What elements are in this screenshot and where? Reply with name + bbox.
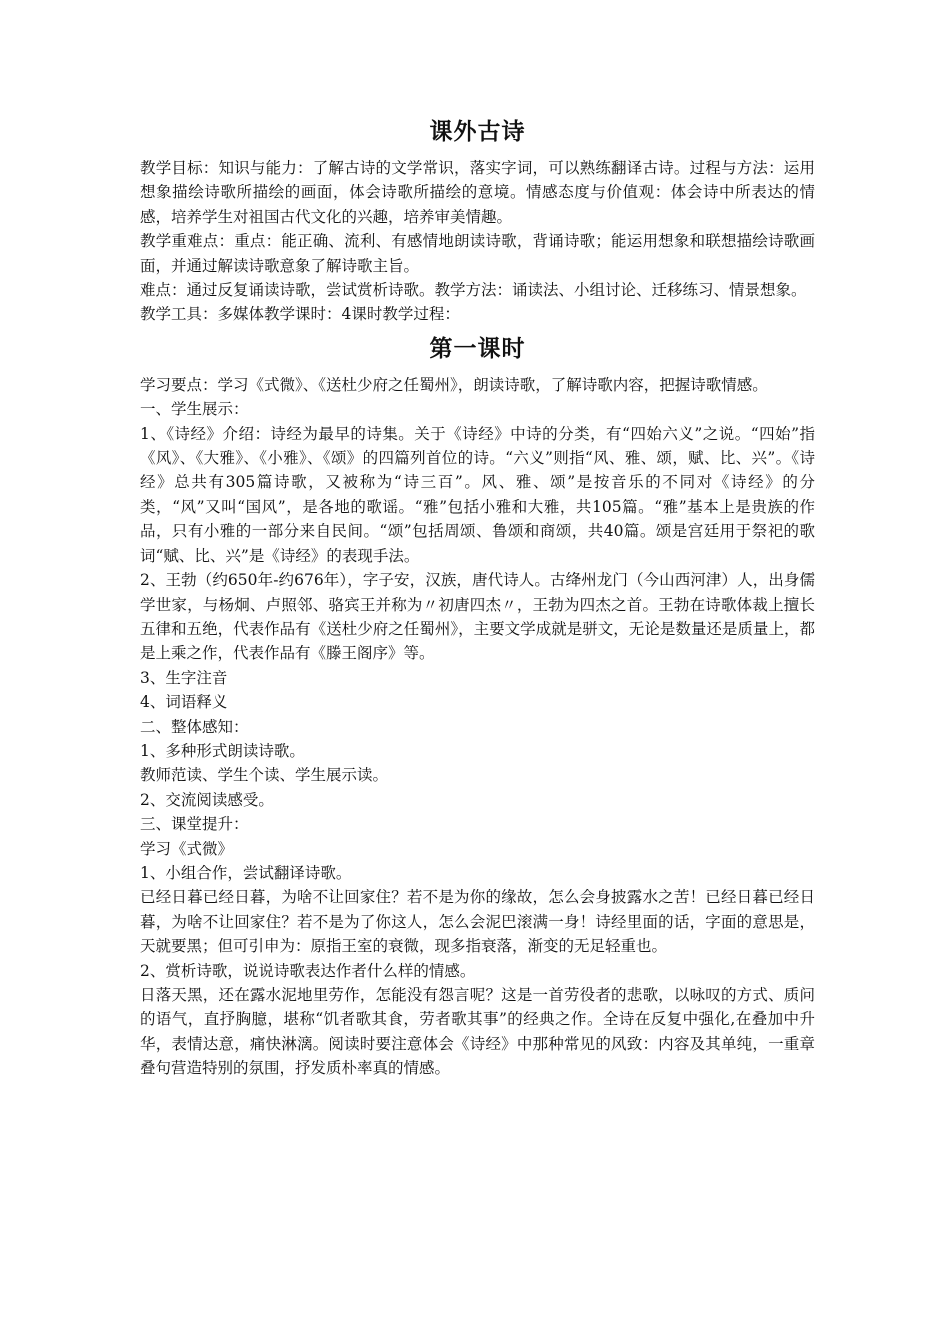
list-item-share-feelings: 2、交流阅读感受。 (140, 790, 274, 809)
reading-modes-paragraph: 教师范读、学生个读、学生展示读。 (140, 766, 389, 785)
wangbo-intro-paragraph: 2、王勃（约650年-约676年），字子安，汉族，唐代诗人。古绛州龙门（今山西河津）人，出身儒学世家，与杨炯、卢照邻、骆宾王并称为〃初唐四杰〃，王勃为四杰之首。王勃在诗歌体裁上擅长五律和五绝，代表作品有《送杜少府之任蜀州》，主要文学成就是骈文，无论是数量还是质量上，都是上乘之作，代表作品有《滕王阁序》等。 (140, 571, 815, 663)
heading-class-improvement: 三、课堂提升： (140, 815, 249, 834)
study-shiwei-heading: 学习《式微》 (140, 839, 234, 858)
appreciation-paragraph: 日落天黑，还在露水泥地里劳作，怎能没有怨言呢？这是一首劳役者的悲歌，以咏叹的方式、质问的语气，直抒胸臆，堪称“饥者歌其食，劳者歌其事”的经典之作。全诗在反复中强化,在叠加中升华，表情达意，痛快淋漓。阅读时要注意体会《诗经》中那种常见的风致：内容及其单纯，一重章叠句营造特别的氛围，抒发质朴率真的情感。 (140, 986, 815, 1078)
shijing-intro-paragraph: 1、《诗经》介绍：诗经为最早的诗集。关于《诗经》中诗的分类，有“四始六义”之说。“四始”指《风》、《大雅》、《小雅》、《颂》的四篇列首位的诗。“六义”则指“风、雅、颂，赋、比、兴”。《诗经》总共有305篇诗歌，又被称为“诗三百”。风、雅、颂”是按音乐的不同对《诗经》的分类，“风”又叫“国风”，是各地的歌谣。“雅”包括小雅和大雅，共105篇。“雅”基本上是贵族的作品，只有小雅的一部分来自民间。“颂”包括周颂、鲁颂和商颂，共40篇。颂是宫廷用于祭祀的歌词“赋、比、兴”是《诗经》的表现手法。 (140, 424, 815, 565)
translation-paragraph: 已经日暮已经日暮，为啥不让回家住？若不是为你的缘故，怎么会身披露水之苦！已经日暮已经日暮，为啥不让回家住？若不是为了你这人，怎么会泥巴滚满一身！诗经里面的话，字面的意思是，天就要黑；但可引申为：原指王室的衰微，现多指衰落，渐变的无足轻重也。 (140, 888, 815, 956)
list-item-group-translate: 1、小组合作，尝试翻译诗歌。 (140, 863, 352, 882)
list-item-vocabulary: 4、词语释义 (140, 693, 228, 712)
learning-points-paragraph: 学习要点：学习《式微》、《送杜少府之任蜀州》，朗读诗歌，了解诗歌内容，把握诗歌情感。 (140, 375, 768, 394)
section-title: 第一课时 (429, 335, 526, 362)
heading-overall-perception: 二、整体感知： (140, 717, 249, 736)
key-points-paragraph: 教学重难点：重点：能正确、流利、有感情地朗读诗歌，背诵诗歌；能运用想象和联想描绘诗歌画面，并通过解读诗歌意象了解诗歌主旨。 (140, 232, 815, 275)
document-content (140, 114, 815, 1081)
teaching-tools-paragraph: 教学工具：多媒体教学课时：4课时教学过程： (140, 305, 460, 324)
difficulties-paragraph: 难点：通过反复诵读诗歌，尝试赏析诗歌。教学方法：诵读法、小组讨论、迁移练习、情景想象。 (140, 281, 807, 300)
list-item-reading: 1、多种形式朗读诗歌。 (140, 741, 305, 760)
heading-student-display: 一、学生展示： (140, 400, 249, 419)
list-item-appreciate: 2、赏析诗歌，说说诗歌表达作者什么样的情感。 (140, 961, 476, 980)
teaching-objectives-paragraph: 教学目标：知识与能力：了解古诗的文学常识，落实字词，可以熟练翻译古诗。过程与方法：运用想象描绘诗歌所描绘的画面，体会诗歌所描绘的意境。情感态度与价值观：体会诗中所表达的情感，培养学生对祖国古代文化的兴趣，培养审美情趣。 (140, 159, 815, 226)
list-item-pronunciation: 3、生字注音 (140, 668, 228, 687)
document-title: 课外古诗 (429, 119, 526, 145)
